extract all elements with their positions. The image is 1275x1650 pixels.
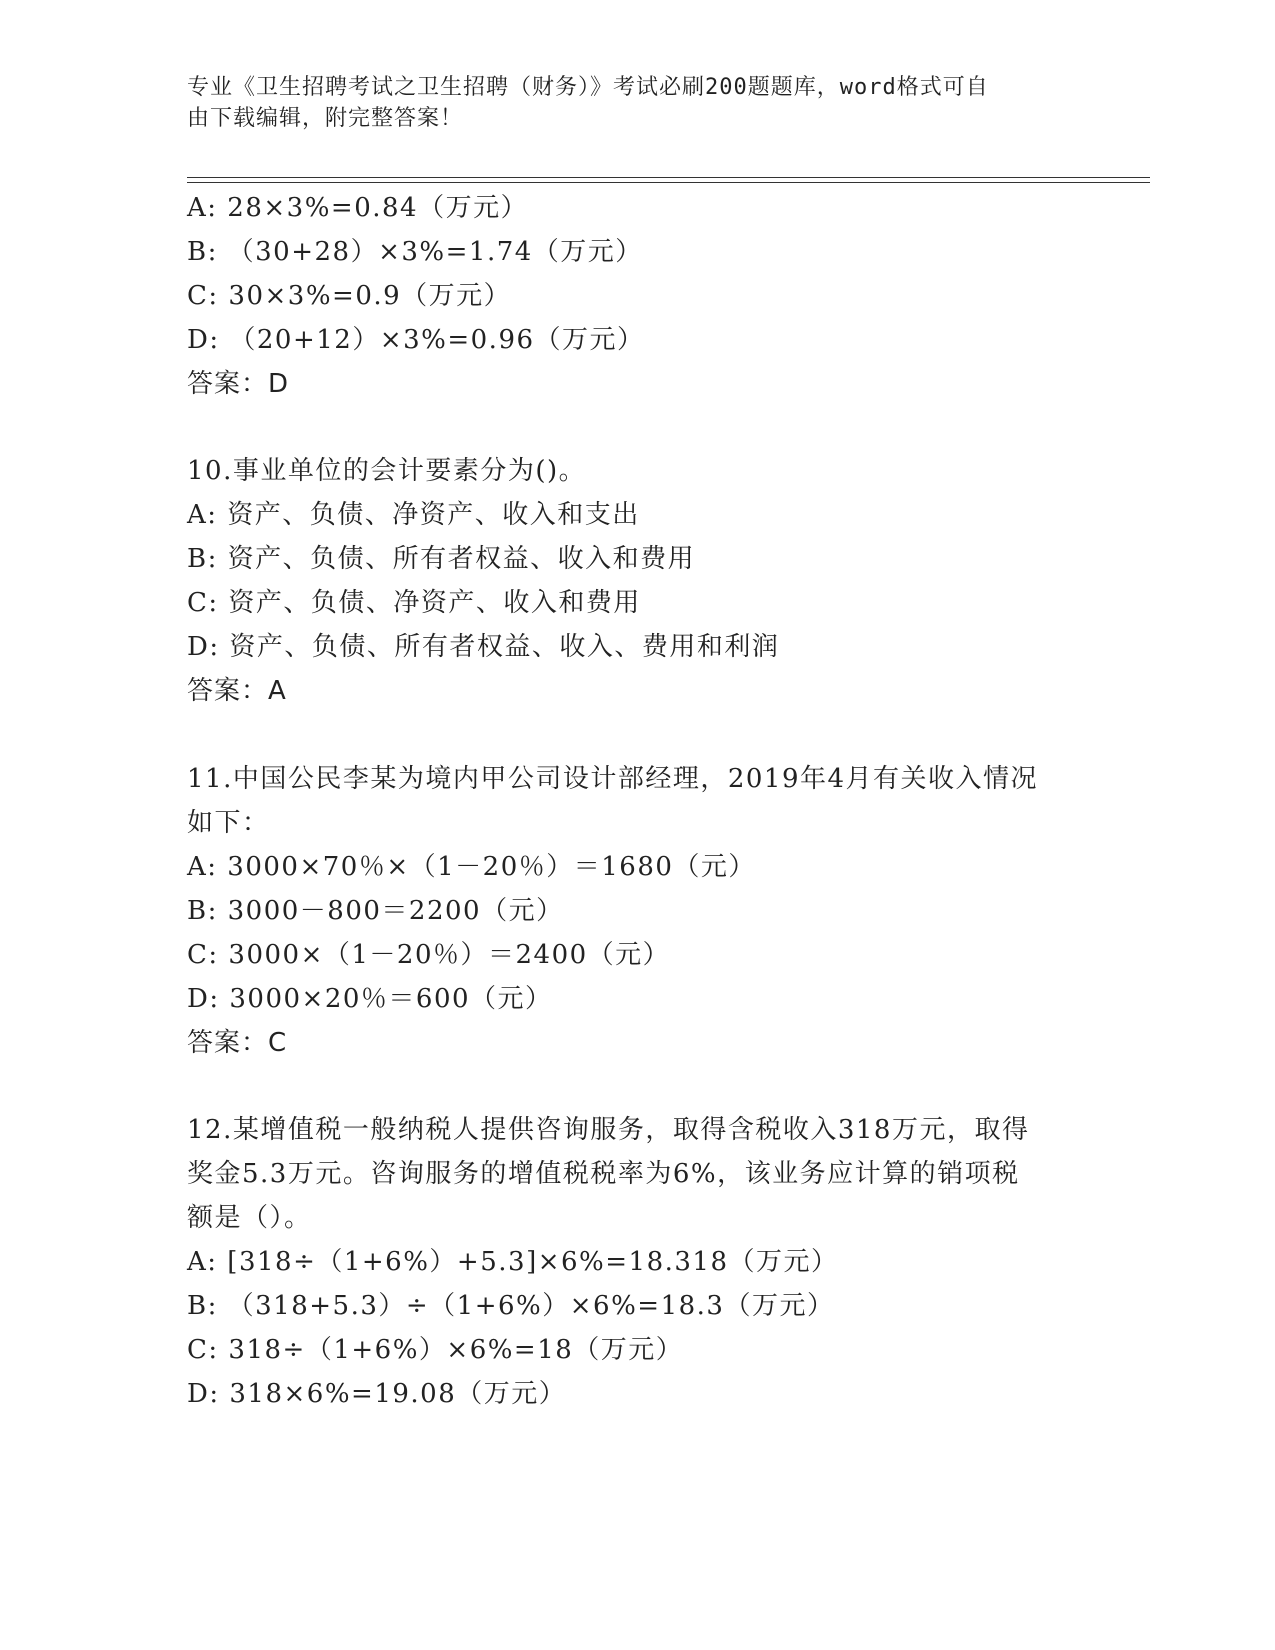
option-c: C: 3000×（1－20％）＝2400（元）: [187, 940, 671, 970]
header-line-2: 由下载编辑，附完整答案！: [187, 106, 464, 131]
answer: 答案：C: [187, 1028, 288, 1058]
option-d: D: 3000×20％＝600（元）: [187, 984, 553, 1014]
option-d: D: （20+12）×3%=0.96（万元）: [187, 325, 645, 355]
answer: 答案：D: [187, 369, 290, 399]
option-d: D: 318×6%=19.08（万元）: [187, 1379, 567, 1409]
header-divider-top: [187, 177, 1150, 178]
option-b: B: （30+28）×3%=1.74（万元）: [187, 237, 643, 267]
question-stem-line-2: 如下：: [187, 808, 270, 838]
option-a: A: [318÷（1+6%）+5.3]×6%=18.318（万元）: [187, 1247, 839, 1277]
option-d: D: 资产、负债、所有者权益、收入、费用和利润: [187, 632, 780, 662]
document-header: [187, 72, 1087, 134]
option-c: C: 30×3%=0.9（万元）: [187, 281, 512, 311]
question-stem-line-2: 奖金5.3万元。咨询服务的增值税税率为6%，该业务应计算的销项税: [187, 1159, 1020, 1189]
question-stem-line-1: 12.某增值税一般纳税人提供咨询服务，取得含税收入318万元，取得: [187, 1115, 1030, 1145]
option-a: A: 资产、负债、净资产、收入和支出: [187, 500, 640, 530]
option-a: A: 28×3%=0.84（万元）: [187, 193, 529, 223]
answer: 答案：A: [187, 676, 287, 706]
header-divider-bottom: [187, 182, 1150, 183]
option-b: B: 3000－800＝2200（元）: [187, 896, 564, 926]
question-stem: 10.事业单位的会计要素分为()。: [187, 456, 587, 486]
option-c: C: 资产、负债、净资产、收入和费用: [187, 588, 641, 618]
option-b: B: 资产、负债、所有者权益、收入和费用: [187, 544, 696, 574]
question-stem-line-3: 额是（）。: [187, 1203, 312, 1233]
header-line-1: 专业《卫生招聘考试之卫生招聘（财务）》考试必刷200题题库，word格式可自: [187, 75, 989, 100]
option-b: B: （318+5.3）÷（1+6%）×6%=18.3（万元）: [187, 1291, 835, 1321]
question-stem-line-1: 11.中国公民李某为境内甲公司设计部经理，2019年4月有关收入情况: [187, 764, 1039, 794]
option-a: A: 3000×70％×（1－20％）＝1680（元）: [187, 852, 756, 882]
option-c: C: 318÷（1+6%）×6%=18（万元）: [187, 1335, 684, 1365]
